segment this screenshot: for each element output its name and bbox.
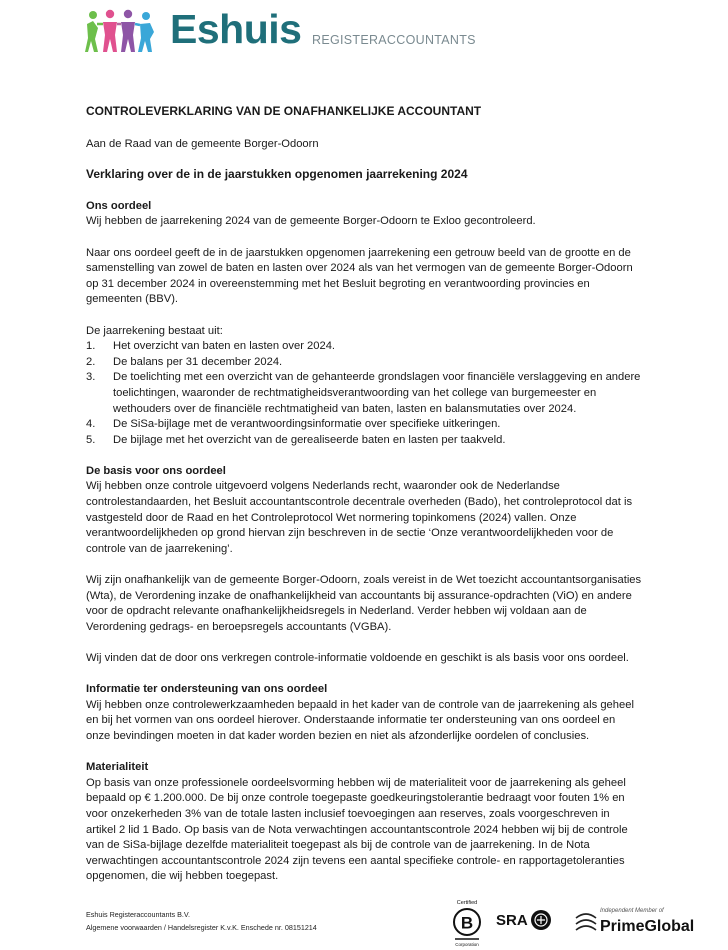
logo-subtitle: REGISTERACCOUNTANTS (312, 33, 476, 47)
paragraph: Op basis van onze professionele oordeelsvorming hebben wij de materialiteit voor de jaarrekening als geheel bepaald op € 1.200.000. De bij onze controle toegepaste goedkeuringstolerantie bedraagt voor fouten 1% en voor onzekerheden 3% van de totale lasten inclusief toevoegingen aan reserves, zoals voorgeschreven in artikel 2 lid 1 Bado. Op basis van de Nota verwachtingen accountantscontrole 2024 hebben wij bij de controle van de SiSa-bijlage dezelfde materialiteit toegepast als bij de controle van de jaarrekening. In de Nota verwachtingen accountantscontrole 2024 zijn tevens een aantal specifieke controle- en rapportagetoleranties opgenomen, die wij hebben toegepast. (86, 776, 628, 883)
list-item: 1. Het overzicht van baten en lasten over 2024. (86, 340, 336, 353)
document-body (86, 104, 642, 885)
section-title-oordeel: Ons oordeel (86, 199, 152, 212)
paragraph: Wij hebben onze controlewerkzaamheden bepaald in het kader van de controle van de jaarrekening als geheel en bij het vormen van ons oordeel hierover. Onderstaande informatie ter ondersteuning van ons oordeel en onze bevindingen moeten in dat kader worden bezien en niet als afzonderlijke oordelen of conclusies. (86, 698, 634, 742)
footer-line-registry: Algemene voorwaarden / Handelsregister K.v.K. Enschede nr. 08151214 (86, 923, 317, 932)
paragraph: Wij vinden dat de door ons verkregen controle-informatie voldoende en geschikt is als basis voor ons oordeel. (86, 652, 629, 664)
footer-line-company: Eshuis Registeraccountants B.V. (86, 910, 191, 919)
svg-text:SRA: SRA (496, 912, 528, 929)
svg-text:B: B (460, 913, 474, 933)
addressee: Aan de Raad van de gemeente Borger-Odoorn (86, 137, 319, 150)
paragraph: Naar ons oordeel geeft de in de jaarstukken opgenomen jaarrekening een getrouw beeld van de grootte en de samenstelling van zowel de baten en lasten over 2024 als van het vermogen van de gemeente Borger-Odoorn op 31 december 2024 in overeenstemming met het Besluit begroting en verantwoording provincies en gemeenten (BBV). (86, 246, 633, 306)
list-item: 2. De balans per 31 december 2024. (86, 355, 283, 368)
section-title-materialiteit: Materialiteit (86, 761, 149, 774)
section-title-basis: De basis voor ons oordeel (86, 464, 226, 477)
document-title: CONTROLEVERKLARING VAN DE ONAFHANKELIJKE ACCOUNTANT (86, 104, 482, 118)
sra-logo (496, 908, 556, 932)
svg-text:PrimeGlobal: PrimeGlobal (600, 918, 695, 935)
section-title-informatie: Informatie ter ondersteuning van ons oordeel (86, 683, 328, 696)
primeglobal-logo (574, 904, 708, 938)
document-subtitle: Verklaring over de in de jaarstukken opgenomen jaarrekening 2024 (86, 167, 468, 182)
paragraph: Wij hebben de jaarrekening 2024 van de gemeente Borger-Odoorn te Exloo gecontroleerd. (86, 215, 536, 228)
paragraph: Wij hebben onze controle uitgevoerd volgens Nederlands recht, waaronder ook de Nederlandse controlestandaarden, het Besluit accountantscontrole decentrale overheden (Bado), het controleprotocol dat is vastgesteld door de Raad en het Controleprotocol Wet normering topinkomens (2024) vallen. Onze verantwoordelijkheden op grond hiervan zijn beschreven in de sectie ‘Onze verantwoordelijkheden voor de controle van de jaarrekening’. (86, 480, 633, 555)
eshuis-logo (84, 6, 476, 60)
svg-text:Corporation: Corporation (455, 942, 479, 947)
list-item: 5. De bijlage met het overzicht van de gerealiseerde baten en lasten per taakveld. (86, 433, 506, 446)
people-figures-icon (84, 8, 156, 56)
logo-wordmark: Eshuis (170, 6, 302, 52)
svg-text:Certified: Certified (456, 900, 478, 906)
footer-company-info (86, 908, 317, 934)
list-item: 4. De SiSa-bijlage met de verantwoordingsinformatie over specifieke uitkeringen. (86, 418, 501, 431)
paragraph: Wij zijn onafhankelijk van de gemeente Borger-Odoorn, zoals vereist in de Wet toezicht accountantsorganisaties (Wta), de Verordening inzake de onafhankelijkheid van accountants bij assurance-opdrachten (ViO) en andere voor de opdracht relevante onafhankelijkheidsregels in Nederland. Verder hebben wij voldaan aan de Verordening gedrags- en beroepsregels accountants (VGBA). (86, 574, 642, 633)
list-intro: De jaarrekening bestaat uit: (86, 324, 223, 337)
b-corp-certified-logo (450, 898, 484, 948)
svg-text:Independent Member of: Independent Member of (600, 908, 664, 914)
list-item: 3. De toelichting met een overzicht van de gehanteerde grondslagen voor financiële verslaggeving en andere toelichtingen, waaronder de rechtmatigheidsverantwoording van het college van burgemeester en wethouders over de financiële rechtmatigheid van baten, lasten en balansmutaties over 2024. (86, 371, 641, 415)
jaarrekening-list (86, 339, 642, 448)
